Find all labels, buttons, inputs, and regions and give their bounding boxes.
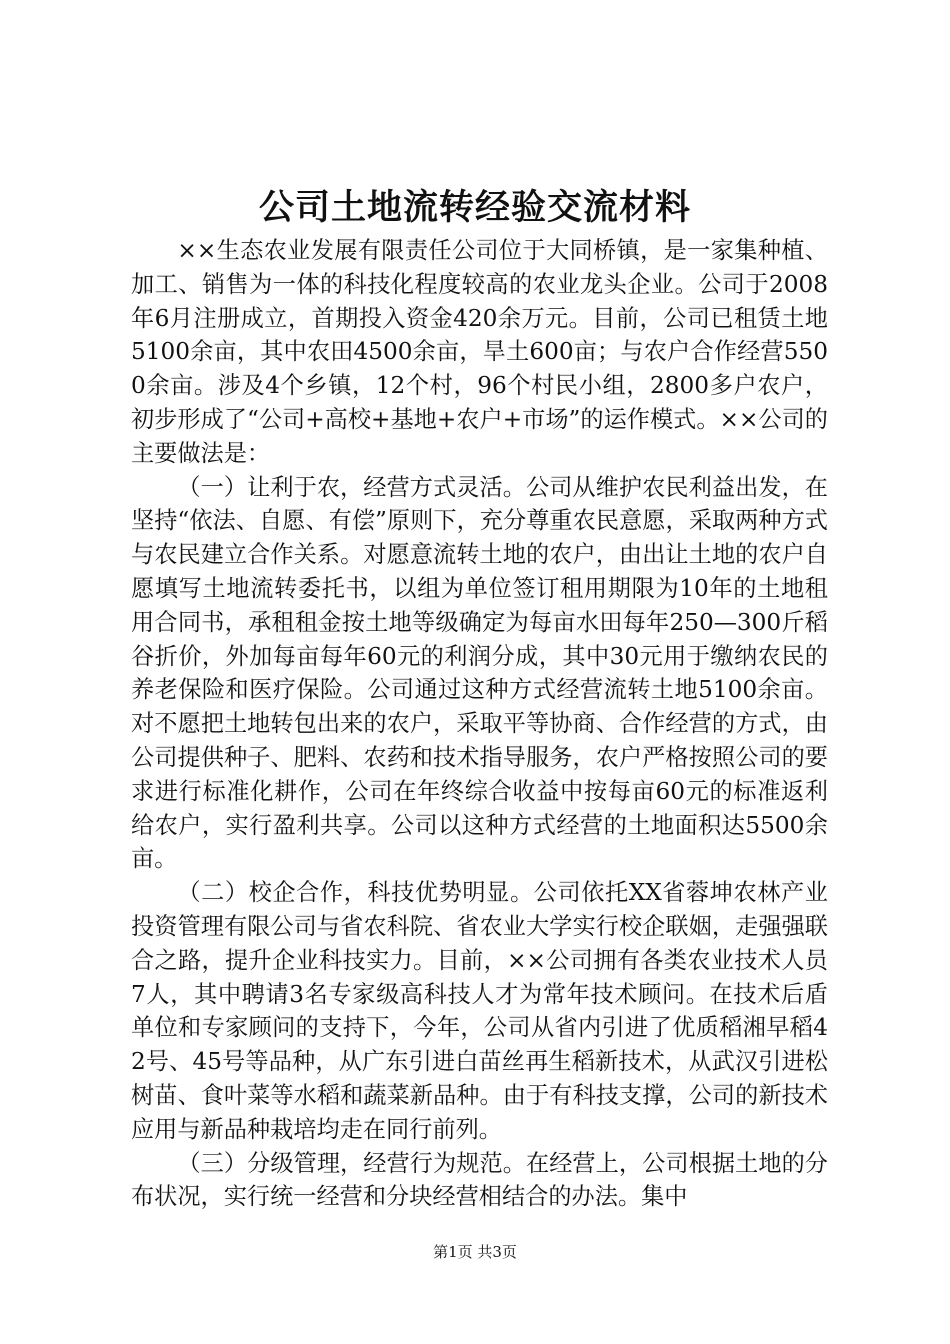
document-body: [131, 234, 828, 1214]
paragraph-section-2: （二）校企合作，科技优势明显。公司依托XX省蓉坤农林产业投资管理有限公司与省农科院、省农业大学实行校企联姻，走强强联合之路，提升企业科技实力。目前，××公司拥有各类农业技术人员7人，其中聘请3名专家级高科技人才为常年技术顾问。在技术后盾单位和专家顾问的支持下，今年，公司从省内引进了优质稻湘早稻42号、45号等品种，从广东引进白苗丝再生稻新技术，从武汉引进松树苗、食叶菜等水稻和蔬菜新品种。由于有科技支撑，公司的新技术应用与新品种栽培均走在同行前列。: [131, 879, 828, 1143]
paragraph-section-1: （一）让利于农，经营方式灵活。公司从维护农民利益出发，在坚持“依法、自愿、有偿”原则下，充分尊重农民意愿，采取两种方式与农民建立合作关系。对愿意流转土地的农户，由出让土地的农户自愿填写土地流转委托书，以组为单位签订租用期限为10年的土地租用合同书，承租租金按土地等级确定为每亩水田每年250—300斤稻谷折价，外加每亩每年60元的利润分成，其中30元用于缴纳农民的养老保险和医疗保险。公司通过这种方式经营流转土地5100余亩。对不愿把土地转包出来的农户，采取平等协商、合作经营的方式，由公司提供种子、肥料、农药和技术指导服务，农户严格按照公司的要求进行标准化耕作，公司在年终综合收益中按每亩60元的标准返利给农户，实行盈利共享。公司以这种方式经营的土地面积达5500余亩。: [131, 473, 828, 873]
paragraph-intro: ××生态农业发展有限责任公司位于大同桥镇，是一家集种植、加工、销售为一体的科技化程度较高的农业龙头企业。公司于2008年6月注册成立，首期投入资金420余万元。目前，公司已租赁土地5100余亩，其中农田4500余亩，旱土600亩；与农户合作经营5500余亩。涉及4个乡镇，12个村，96个村民小组，2800多户农户，初步形成了“公司+高校+基地+农户+市场”的运作模式。××公司的主要做法是：: [131, 237, 828, 467]
document-title: 公司土地流转经验交流材料: [258, 187, 691, 228]
paragraph-section-3: （三）分级管理，经营行为规范。在经营上，公司根据土地的分布状况，实行统一经营和分块经营相结合的办法。集中: [131, 1149, 828, 1211]
page-number-footer: 第1页 共3页: [433, 1243, 517, 1261]
